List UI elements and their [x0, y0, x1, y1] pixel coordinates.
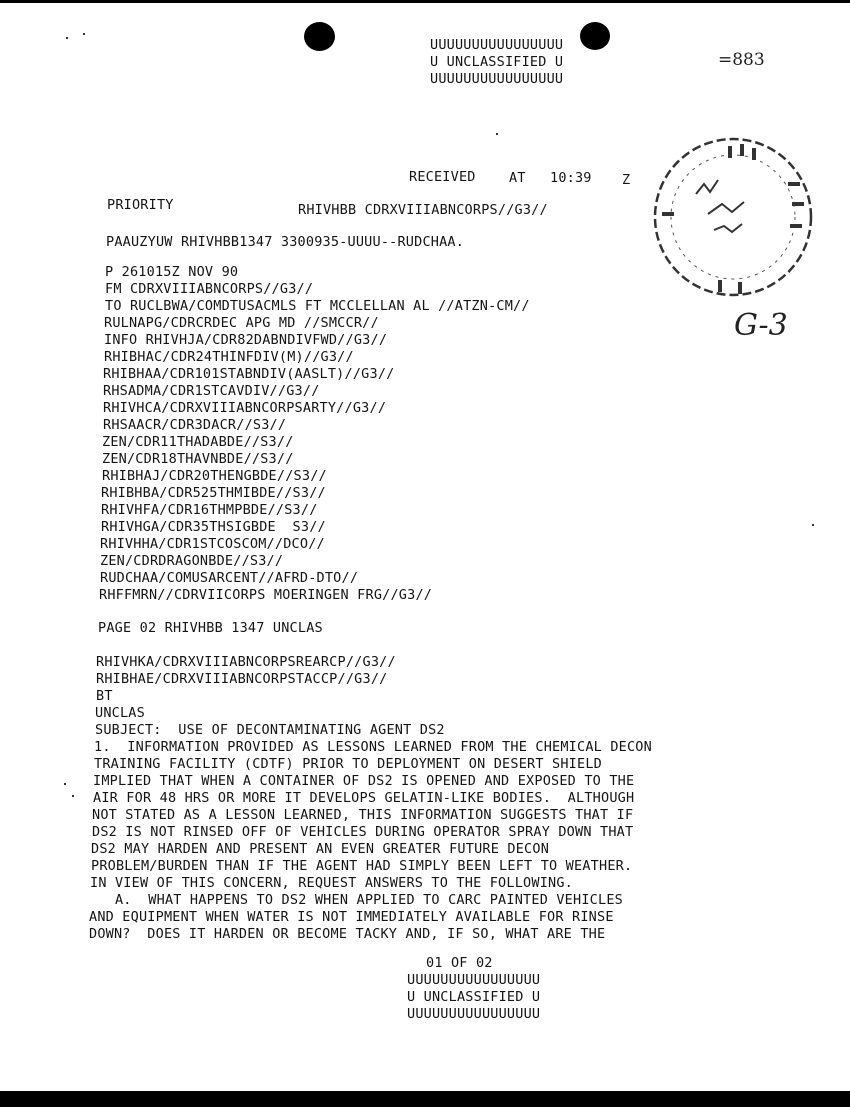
addressee-line: RHIBHAE/CDRXVIIIABNCORPSTACCP//G3// [96, 671, 388, 687]
received-time: 10:39 [550, 170, 592, 186]
addressee-line: FM CDRXVIIIABNCORPS//G3// [105, 281, 314, 297]
page-header: PAGE 02 RHIVHBB 1347 UNCLAS [98, 620, 323, 636]
classification-banner-top: UUUUUUUUUUUUUUUU [430, 37, 564, 53]
scan-speck [72, 795, 74, 797]
scan-edge-top [0, 0, 850, 3]
addressee-line: RHIBHAJ/CDR20THENGBDE//S3// [102, 468, 327, 484]
routing-line: PAAUZYUW RHIVHBB1347 3300935-UUUU--RUDCHAA. [106, 234, 465, 250]
addressee-line: P 261015Z NOV 90 [105, 264, 239, 280]
body-line: TRAINING FACILITY (CDTF) PRIOR TO DEPLOYMENT ON DESERT SHIELD [94, 756, 602, 772]
received-label: RECEIVED [409, 169, 476, 185]
addressee-line: RHSAACR/CDR3DACR//S3// [103, 417, 287, 433]
classification-marking: U UNCLASSIFIED U [430, 54, 564, 70]
originator-line: RHIVHBB CDRXVIIIABNCORPS//G3// [298, 202, 548, 218]
addressee-line: RULNAPG/CDRCRDEC APG MD //SMCCR// [104, 315, 379, 331]
addressee-line: RHIVHCA/CDRXVIIIABNCORPSARTY//G3// [103, 400, 387, 416]
body-line: 1. INFORMATION PROVIDED AS LESSONS LEARNED FROM THE CHEMICAL DECON [94, 739, 652, 755]
page-count: 01 OF 02 [426, 955, 493, 971]
received-zone: Z [622, 172, 631, 188]
addressee-line: RHIBHAA/CDR101STABNDIV(AASLT)//G3// [103, 366, 395, 382]
body-line: DS2 MAY HARDEN AND PRESENT AN EVEN GREATER FUTURE DECON [91, 841, 550, 857]
addressee-line: RHIBHAC/CDR24THINFDIV(M)//G3// [104, 349, 354, 365]
addressee-line: RHSADMA/CDR1STCAVDIV//G3// [103, 383, 320, 399]
scan-speck [812, 524, 814, 526]
addressee-line: RHIVHGA/CDR35THSIGBDE S3// [101, 519, 326, 535]
received-stamp-icon [648, 132, 818, 302]
body-line: BT [96, 688, 113, 704]
classification-marking: U UNCLASSIFIED U [407, 989, 541, 1005]
body-line: DS2 IS NOT RINSED OFF OF VEHICLES DURING OPERATOR SPRAY DOWN THAT [92, 824, 634, 840]
body-line: AND EQUIPMENT WHEN WATER IS NOT IMMEDIATELY AVAILABLE FOR RINSE [89, 909, 614, 925]
body-line: UNCLAS [95, 705, 145, 721]
addressee-line: RHFFMRN//CDRVIICORPS MOERINGEN FRG//G3// [99, 587, 433, 603]
ink-blot-mark [580, 22, 610, 50]
body-line: IN VIEW OF THIS CONCERN, REQUEST ANSWERS TO THE FOLLOWING. [90, 875, 574, 891]
body-line: PROBLEM/BURDEN THAN IF THE AGENT HAD SIMPLY BEEN LEFT TO WEATHER. [91, 858, 633, 874]
classification-banner-top: UUUUUUUUUUUUUUUU [407, 972, 541, 988]
body-line: A. WHAT HAPPENS TO DS2 WHEN APPLIED TO CARC PAINTED VEHICLES [90, 892, 623, 908]
subject-line: SUBJECT: USE OF DECONTAMINATING AGENT DS2 [95, 722, 445, 738]
body-line: IMPLIED THAT WHEN A CONTAINER OF DS2 IS OPENED AND EXPOSED TO THE [93, 773, 635, 789]
classification-banner-bottom: UUUUUUUUUUUUUUUU [430, 71, 564, 87]
scan-speck [66, 37, 68, 39]
addressee-line: ZEN/CDR18THAVNBDE//S3// [102, 451, 294, 467]
addressee-line: ZEN/CDRDRAGONBDE//S3// [100, 553, 284, 569]
scan-speck [496, 133, 498, 135]
addressee-line: RHIVHHA/CDR1STCOSCOM//DCO// [100, 536, 325, 552]
handwritten-office-note: G-3 [734, 308, 788, 343]
scan-speck [83, 33, 85, 35]
scan-edge-bottom [0, 1091, 850, 1107]
body-line: DOWN? DOES IT HARDEN OR BECOME TACKY AND, IF SO, WHAT ARE THE [89, 926, 606, 942]
addressee-line: RHIVHKA/CDRXVIIIABNCORPSREARCP//G3// [96, 654, 396, 670]
classification-banner-bottom: UUUUUUUUUUUUUUUU [407, 1006, 541, 1022]
addressee-line: TO RUCLBWA/COMDTUSACMLS FT MCCLELLAN AL //ATZN-CM// [105, 298, 530, 314]
addressee-line: RUDCHAA/COMUSARCENT//AFRD-DTO// [100, 570, 359, 586]
body-line: NOT STATED AS A LESSON LEARNED, THIS INFORMATION SUGGESTS THAT IF [92, 807, 634, 823]
addressee-line: ZEN/CDR11THADABDE//S3// [102, 434, 294, 450]
body-line: AIR FOR 48 HRS OR MORE IT DEVELOPS GELATIN-LIKE BODIES. ALTHOUGH [93, 790, 635, 806]
addressee-line: INFO RHIVHJA/CDR82DABNDIVFWD//G3// [104, 332, 388, 348]
addressee-line: RHIBHBA/CDR525THMIBDE//S3// [101, 485, 326, 501]
precedence-label: PRIORITY [107, 197, 174, 213]
scan-speck [64, 783, 66, 785]
received-at: AT [509, 170, 526, 186]
document-number: =883 [718, 50, 765, 70]
addressee-line: RHIVHFA/CDR16THMPBDE//S3// [101, 502, 318, 518]
punch-hole-mark [304, 22, 335, 51]
